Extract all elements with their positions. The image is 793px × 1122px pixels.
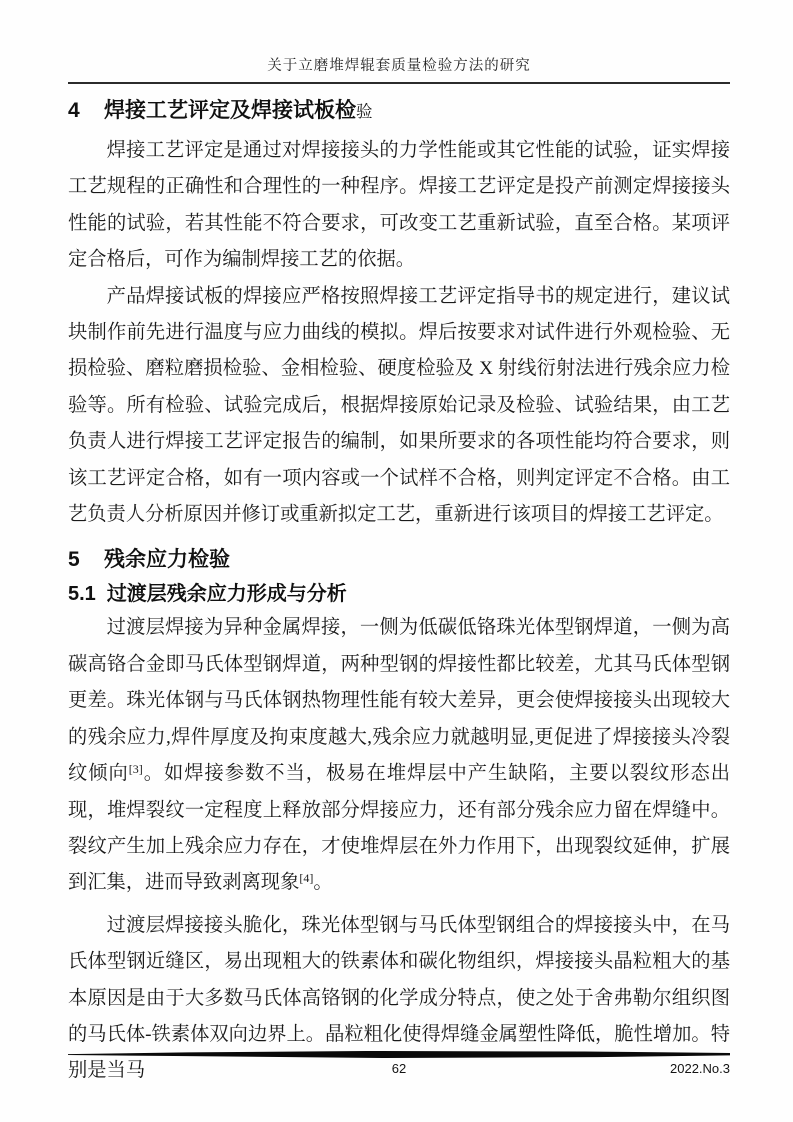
paragraph-weld-procedure-definition: 焊接工艺评定是通过对焊接接头的力学性能或其它性能的试验，证实焊接工艺规程的正确性和合理性的一种程序。焊接工艺评定是投产前测定焊接接头性能的试验，若其性能不符合要求，可改变工艺重新试验，直至合格。某项评定合格后，可作为编制焊接工艺的依据。 bbox=[68, 140, 730, 271]
section-5-1-title: 过渡层残余应力形成与分析 bbox=[106, 583, 347, 606]
section-4-heading bbox=[68, 97, 730, 126]
page-content bbox=[68, 0, 730, 1090]
paragraph-test-plate-inspection: 产品焊接试板的焊接应严格按照焊接工艺评定指导书的规定进行，建议试块制作前先进行温度与应力曲线的模拟。焊后按要求对试件进行外观检验、无损检验、磨粒磨损检验、金相检验、硬度检验及 X 射线衍射法进行残余应力检验等。所有检验、试验完成后，根据焊接原始记录及检验、试验结果，由工艺负责人进行焊接工艺评定报告的编制，如果所要求的各项性能均符合要求，则该工艺评定合格，如有一项内容或一个试样不合格，则判定评定不合格。由工艺负责人分析原因并修订或重新拟定工艺，重新进行该项目的焊接工艺评定。 bbox=[68, 285, 730, 526]
page-footer bbox=[68, 1051, 730, 1079]
header-rule bbox=[68, 82, 730, 84]
section-5-1-number: 5.1 bbox=[68, 583, 96, 606]
section-4-title: 焊接工艺评定及焊接试板检 bbox=[104, 99, 356, 122]
section-4-number: 4 bbox=[68, 99, 80, 122]
section-5-heading bbox=[68, 546, 730, 574]
running-title: 关于立磨堆焊辊套质量检验方法的研究 bbox=[267, 58, 531, 74]
footer-rule bbox=[68, 1051, 730, 1058]
section-4-title-tail: 验 bbox=[356, 102, 373, 121]
section-5-1-heading bbox=[68, 581, 730, 607]
section-5-title: 残余应力检验 bbox=[104, 548, 230, 572]
page-number: 62 bbox=[391, 1061, 407, 1076]
footer-row bbox=[68, 1061, 730, 1079]
paragraph-transition-layer-stress: 过渡层焊接为异种金属焊接，一侧为低碳低铬珠光体型钢焊道，一侧为高碳高铬合金即马氏体型钢焊道，两种型钢的焊接性都比较差，尤其马氏体型钢更差。珠光体钢与马氏体钢热物理性能有较大差异，更会使焊接接头出现较大的残余应力,焊件厚度及拘束度越大,残余应力就越明显,更促进了焊接接头冷裂纹倾向[3]。如焊接参数不当，极易在堆焊层中产生缺陷，主要以裂纹形态出现，堆焊裂纹一定程度上释放部分焊接应力，还有部分残余应力留在焊缝中。裂纹产生加上残余应力存在，才使堆焊层在外力作用下，出现裂纹延伸，扩展到汇集，进而导致剥离现象[4]。 bbox=[68, 617, 730, 894]
paragraph-joint-embrittlement: 过渡层焊接接头脆化，珠光体型钢与马氏体型钢组合的焊接接头中，在马氏体型钢近缝区，易出现粗大的铁素体和碳化物组织，焊接接头晶粒粗大的基本原因是由于大多数马氏体高铬钢的化学成分特点，使之处于舍弗勒尔组织图的马氏体-铁素体双向边界上。晶粒粗化使得焊缝金属塑性降低，脆性增加。特别是当马 bbox=[68, 914, 730, 1082]
issue-label: 2022.No.3 bbox=[670, 1061, 730, 1076]
section-5-number: 5 bbox=[68, 548, 80, 572]
